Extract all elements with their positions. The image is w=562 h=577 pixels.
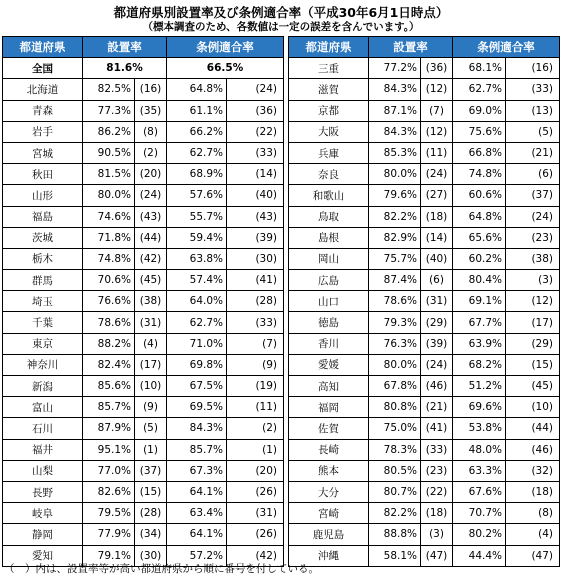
install-rate: 76.6% (83, 291, 135, 312)
prefecture-name: 東京 (3, 333, 83, 354)
compliance-rank: (46) (506, 439, 560, 460)
table-left (2, 36, 284, 567)
compliance-rank: (23) (506, 227, 560, 248)
table-row (289, 142, 560, 163)
compliance-rate: 67.5% (167, 376, 227, 397)
header-install-rate: 設置率 (369, 37, 453, 58)
install-rate: 74.6% (83, 206, 135, 227)
prefecture-name: 岡山 (289, 248, 369, 269)
table-row (289, 354, 560, 375)
prefecture-name: 神奈川 (3, 354, 83, 375)
prefecture-name: 沖縄 (289, 545, 369, 566)
table-row (3, 312, 284, 333)
prefecture-name: 熊本 (289, 460, 369, 481)
compliance-rate: 62.7% (453, 79, 506, 100)
install-rate: 82.2% (369, 206, 421, 227)
prefecture-name: 富山 (3, 397, 83, 418)
compliance-rank: (18) (506, 481, 560, 502)
compliance-rank: (42) (227, 545, 284, 566)
table-row (3, 185, 284, 206)
install-rank: (12) (421, 121, 453, 142)
table-row (3, 206, 284, 227)
compliance-rank: (2) (227, 418, 284, 439)
compliance-rank: (37) (506, 185, 560, 206)
compliance-rate: 55.7% (167, 206, 227, 227)
compliance-rank: (7) (227, 333, 284, 354)
compliance-rate: 66.8% (453, 142, 506, 163)
install-rank: (33) (421, 439, 453, 460)
compliance-rate: 69.1% (453, 291, 506, 312)
table-row (289, 248, 560, 269)
table-row (289, 270, 560, 291)
prefecture-name: 広島 (289, 270, 369, 291)
compliance-rate: 85.7% (167, 439, 227, 460)
compliance-rank: (14) (227, 164, 284, 185)
header-prefecture: 都道府県 (289, 37, 369, 58)
prefecture-name: 秋田 (3, 164, 83, 185)
compliance-rank: (10) (506, 397, 560, 418)
prefecture-name: 埼玉 (3, 291, 83, 312)
table-row (289, 524, 560, 545)
compliance-rate: 71.0% (167, 333, 227, 354)
compliance-rate: 57.6% (167, 185, 227, 206)
national-compliance: 66.5% (167, 58, 284, 79)
prefecture-name: 鹿児島 (289, 524, 369, 545)
prefecture-name: 佐賀 (289, 418, 369, 439)
install-rank: (40) (421, 248, 453, 269)
table-row (3, 418, 284, 439)
compliance-rank: (33) (227, 312, 284, 333)
install-rate: 77.9% (83, 524, 135, 545)
table-row (289, 185, 560, 206)
install-rank: (6) (421, 270, 453, 291)
install-rank: (36) (421, 58, 453, 79)
install-rank: (24) (135, 185, 167, 206)
header-row (3, 37, 284, 58)
install-rate: 78.6% (369, 291, 421, 312)
prefecture-name: 長野 (3, 481, 83, 502)
compliance-rank: (4) (506, 524, 560, 545)
install-rank: (41) (421, 418, 453, 439)
install-rank: (7) (421, 100, 453, 121)
install-rank: (2) (135, 142, 167, 163)
install-rank: (22) (421, 481, 453, 502)
prefecture-name: 石川 (3, 418, 83, 439)
install-rank: (47) (421, 545, 453, 566)
compliance-rate: 80.4% (453, 270, 506, 291)
table-row (289, 460, 560, 481)
compliance-rank: (32) (506, 460, 560, 481)
prefecture-name: 青森 (3, 100, 83, 121)
prefecture-name: 和歌山 (289, 185, 369, 206)
install-rate: 78.6% (83, 312, 135, 333)
install-rank: (1) (135, 439, 167, 460)
prefecture-name: 静岡 (3, 524, 83, 545)
compliance-rank: (16) (506, 58, 560, 79)
compliance-rank: (26) (227, 524, 284, 545)
compliance-rate: 59.4% (167, 227, 227, 248)
prefecture-name: 奈良 (289, 164, 369, 185)
footnote: （ ）内は、設置率等が高い都道府県から順に番号を付している。 (4, 563, 319, 575)
install-rank: (29) (421, 312, 453, 333)
prefecture-name: 栃木 (3, 248, 83, 269)
compliance-rank: (43) (227, 206, 284, 227)
page-subtitle: （標本調査のため、各数値は一定の誤差を含んでいます。） (142, 21, 420, 33)
national-row (3, 58, 284, 79)
header-row (289, 37, 560, 58)
prefecture-name: 徳島 (289, 312, 369, 333)
compliance-rate: 64.1% (167, 524, 227, 545)
install-rank: (17) (135, 354, 167, 375)
prefecture-name: 高知 (289, 376, 369, 397)
table-row (3, 248, 284, 269)
table-row (289, 439, 560, 460)
page-title: 都道府県別設置率及び条例適合率（平成30年6月1日時点） (113, 5, 449, 20)
install-rank: (21) (421, 397, 453, 418)
compliance-rank: (1) (227, 439, 284, 460)
install-rank: (10) (135, 376, 167, 397)
install-rank: (38) (135, 291, 167, 312)
table-row (3, 524, 284, 545)
compliance-rank: (38) (506, 248, 560, 269)
compliance-rank: (24) (227, 79, 284, 100)
table-row (3, 142, 284, 163)
install-rank: (30) (135, 545, 167, 566)
compliance-rank: (15) (506, 354, 560, 375)
install-rank: (4) (135, 333, 167, 354)
install-rate: 82.5% (83, 79, 135, 100)
compliance-rate: 69.5% (167, 397, 227, 418)
table-row (289, 333, 560, 354)
install-rank: (27) (421, 185, 453, 206)
compliance-rank: (33) (227, 142, 284, 163)
table-row (3, 291, 284, 312)
install-rate: 79.5% (83, 503, 135, 524)
compliance-rate: 63.9% (453, 333, 506, 354)
install-rank: (46) (421, 376, 453, 397)
compliance-rate: 69.8% (167, 354, 227, 375)
compliance-rank: (31) (227, 503, 284, 524)
install-rank: (20) (135, 164, 167, 185)
install-rank: (24) (421, 354, 453, 375)
table-row (289, 376, 560, 397)
compliance-rank: (26) (227, 481, 284, 502)
compliance-rate: 62.7% (167, 142, 227, 163)
install-rank: (24) (421, 164, 453, 185)
compliance-rate: 70.7% (453, 503, 506, 524)
table-row (3, 460, 284, 481)
compliance-rate: 67.6% (453, 481, 506, 502)
compliance-rate: 64.1% (167, 481, 227, 502)
install-rate: 77.3% (83, 100, 135, 121)
compliance-rate: 74.8% (453, 164, 506, 185)
install-rate: 67.8% (369, 376, 421, 397)
prefecture-name: 北海道 (3, 79, 83, 100)
install-rate: 90.5% (83, 142, 135, 163)
install-rank: (16) (135, 79, 167, 100)
install-rate: 86.2% (83, 121, 135, 142)
install-rank: (9) (135, 397, 167, 418)
install-rate: 78.3% (369, 439, 421, 460)
table-row (289, 79, 560, 100)
install-rate: 82.4% (83, 354, 135, 375)
table-row (3, 270, 284, 291)
install-rate: 71.8% (83, 227, 135, 248)
compliance-rate: 57.2% (167, 545, 227, 566)
prefecture-name: 京都 (289, 100, 369, 121)
prefecture-name: 茨城 (3, 227, 83, 248)
national-label: 全国 (3, 58, 83, 79)
prefecture-name: 愛知 (3, 545, 83, 566)
prefecture-name: 兵庫 (289, 142, 369, 163)
compliance-rate: 67.7% (453, 312, 506, 333)
compliance-rank: (28) (227, 291, 284, 312)
install-rate: 87.4% (369, 270, 421, 291)
install-rate: 82.9% (369, 227, 421, 248)
prefecture-name: 宮崎 (289, 503, 369, 524)
table-row (289, 164, 560, 185)
install-rank: (12) (421, 79, 453, 100)
install-rank: (18) (421, 206, 453, 227)
install-rate: 79.3% (369, 312, 421, 333)
compliance-rank: (39) (227, 227, 284, 248)
compliance-rank: (19) (227, 376, 284, 397)
install-rate: 80.5% (369, 460, 421, 481)
install-rate: 85.7% (83, 397, 135, 418)
install-rate: 88.2% (83, 333, 135, 354)
table-row (289, 481, 560, 502)
compliance-rate: 69.6% (453, 397, 506, 418)
table-row (3, 164, 284, 185)
install-rate: 75.0% (369, 418, 421, 439)
table-row (289, 227, 560, 248)
install-rate: 79.6% (369, 185, 421, 206)
compliance-rate: 51.2% (453, 376, 506, 397)
install-rate: 88.8% (369, 524, 421, 545)
install-rank: (44) (135, 227, 167, 248)
install-rank: (18) (421, 503, 453, 524)
compliance-rate: 64.8% (167, 79, 227, 100)
compliance-rank: (11) (227, 397, 284, 418)
compliance-rate: 66.2% (167, 121, 227, 142)
install-rank: (35) (135, 100, 167, 121)
compliance-rate: 68.2% (453, 354, 506, 375)
table-row (3, 354, 284, 375)
compliance-rate: 60.6% (453, 185, 506, 206)
install-rate: 77.0% (83, 460, 135, 481)
install-rate: 82.6% (83, 481, 135, 502)
compliance-rate: 48.0% (453, 439, 506, 460)
table-row (289, 291, 560, 312)
install-rate: 74.8% (83, 248, 135, 269)
compliance-rank: (22) (227, 121, 284, 142)
compliance-rank: (6) (506, 164, 560, 185)
install-rate: 80.7% (369, 481, 421, 502)
prefecture-name: 滋賀 (289, 79, 369, 100)
header-compliance-rate: 条例適合率 (453, 37, 560, 58)
table-row (289, 503, 560, 524)
table-row (289, 418, 560, 439)
install-rank: (3) (421, 524, 453, 545)
install-rate: 87.9% (83, 418, 135, 439)
table-row (3, 439, 284, 460)
prefecture-name: 大分 (289, 481, 369, 502)
prefecture-name: 福井 (3, 439, 83, 460)
install-rate: 76.3% (369, 333, 421, 354)
install-rank: (23) (421, 460, 453, 481)
compliance-rank: (29) (506, 333, 560, 354)
prefecture-name: 鳥取 (289, 206, 369, 227)
prefecture-name: 三重 (289, 58, 369, 79)
prefecture-name: 香川 (289, 333, 369, 354)
prefecture-name: 愛媛 (289, 354, 369, 375)
compliance-rank: (33) (506, 79, 560, 100)
install-rank: (31) (135, 312, 167, 333)
compliance-rate: 53.8% (453, 418, 506, 439)
compliance-rank: (21) (506, 142, 560, 163)
compliance-rate: 84.3% (167, 418, 227, 439)
compliance-rank: (20) (227, 460, 284, 481)
header-prefecture: 都道府県 (3, 37, 83, 58)
compliance-rank: (9) (227, 354, 284, 375)
table-row (3, 503, 284, 524)
install-rank: (8) (135, 121, 167, 142)
install-rank: (45) (135, 270, 167, 291)
compliance-rate: 80.2% (453, 524, 506, 545)
compliance-rank: (24) (506, 206, 560, 227)
compliance-rank: (40) (227, 185, 284, 206)
install-rate: 70.6% (83, 270, 135, 291)
prefecture-name: 千葉 (3, 312, 83, 333)
install-rate: 85.3% (369, 142, 421, 163)
prefecture-name: 福岡 (289, 397, 369, 418)
compliance-rank: (13) (506, 100, 560, 121)
compliance-rate: 62.7% (167, 312, 227, 333)
prefecture-name: 山形 (3, 185, 83, 206)
install-rate: 75.7% (369, 248, 421, 269)
compliance-rate: 68.1% (453, 58, 506, 79)
compliance-rank: (44) (506, 418, 560, 439)
table-row (3, 121, 284, 142)
table-row (3, 227, 284, 248)
table-right (288, 36, 560, 567)
compliance-rate: 63.3% (453, 460, 506, 481)
install-rate: 84.3% (369, 79, 421, 100)
compliance-rank: (17) (506, 312, 560, 333)
install-rank: (42) (135, 248, 167, 269)
prefecture-name: 山口 (289, 291, 369, 312)
install-rate: 80.0% (369, 164, 421, 185)
install-rank: (43) (135, 206, 167, 227)
table-row (289, 397, 560, 418)
prefecture-name: 長崎 (289, 439, 369, 460)
install-rank: (39) (421, 333, 453, 354)
compliance-rate: 65.6% (453, 227, 506, 248)
install-rank: (31) (421, 291, 453, 312)
compliance-rank: (12) (506, 291, 560, 312)
compliance-rank: (41) (227, 270, 284, 291)
table-row (3, 376, 284, 397)
compliance-rank: (47) (506, 545, 560, 566)
compliance-rank: (8) (506, 503, 560, 524)
compliance-rank: (45) (506, 376, 560, 397)
prefecture-name: 島根 (289, 227, 369, 248)
prefecture-name: 福島 (3, 206, 83, 227)
compliance-rate: 61.1% (167, 100, 227, 121)
prefecture-name: 群馬 (3, 270, 83, 291)
install-rate: 80.8% (369, 397, 421, 418)
table-row (289, 100, 560, 121)
compliance-rank: (3) (506, 270, 560, 291)
table-row (289, 121, 560, 142)
compliance-rate: 64.0% (167, 291, 227, 312)
table-row (3, 333, 284, 354)
install-rank: (14) (421, 227, 453, 248)
install-rate: 87.1% (369, 100, 421, 121)
install-rate: 84.3% (369, 121, 421, 142)
compliance-rate: 75.6% (453, 121, 506, 142)
header-compliance-rate: 条例適合率 (167, 37, 284, 58)
install-rate: 81.5% (83, 164, 135, 185)
install-rate: 79.1% (83, 545, 135, 566)
compliance-rate: 69.0% (453, 100, 506, 121)
compliance-rate: 68.9% (167, 164, 227, 185)
compliance-rate: 60.2% (453, 248, 506, 269)
install-rate: 58.1% (369, 545, 421, 566)
table-row (3, 481, 284, 502)
compliance-rank: (5) (506, 121, 560, 142)
national-install: 81.6% (83, 58, 167, 79)
install-rank: (34) (135, 524, 167, 545)
install-rate: 95.1% (83, 439, 135, 460)
prefecture-name: 新潟 (3, 376, 83, 397)
install-rate: 77.2% (369, 58, 421, 79)
compliance-rate: 44.4% (453, 545, 506, 566)
prefecture-name: 岐阜 (3, 503, 83, 524)
compliance-rate: 57.4% (167, 270, 227, 291)
compliance-rank: (36) (227, 100, 284, 121)
table-row (3, 397, 284, 418)
install-rate: 82.2% (369, 503, 421, 524)
compliance-rate: 64.8% (453, 206, 506, 227)
table-row (289, 545, 560, 566)
install-rank: (5) (135, 418, 167, 439)
prefecture-name: 宮城 (3, 142, 83, 163)
header-install-rate: 設置率 (83, 37, 167, 58)
prefecture-name: 岩手 (3, 121, 83, 142)
prefecture-name: 大阪 (289, 121, 369, 142)
table-row (289, 206, 560, 227)
table-row (289, 312, 560, 333)
install-rate: 80.0% (83, 185, 135, 206)
install-rate: 80.0% (369, 354, 421, 375)
table-row (3, 100, 284, 121)
install-rate: 85.6% (83, 376, 135, 397)
compliance-rate: 67.3% (167, 460, 227, 481)
install-rank: (37) (135, 460, 167, 481)
compliance-rate: 63.8% (167, 248, 227, 269)
table-row (289, 58, 560, 79)
compliance-rank: (30) (227, 248, 284, 269)
compliance-rate: 63.4% (167, 503, 227, 524)
table-row (3, 79, 284, 100)
prefecture-name: 山梨 (3, 460, 83, 481)
install-rank: (28) (135, 503, 167, 524)
install-rank: (15) (135, 481, 167, 502)
install-rank: (11) (421, 142, 453, 163)
